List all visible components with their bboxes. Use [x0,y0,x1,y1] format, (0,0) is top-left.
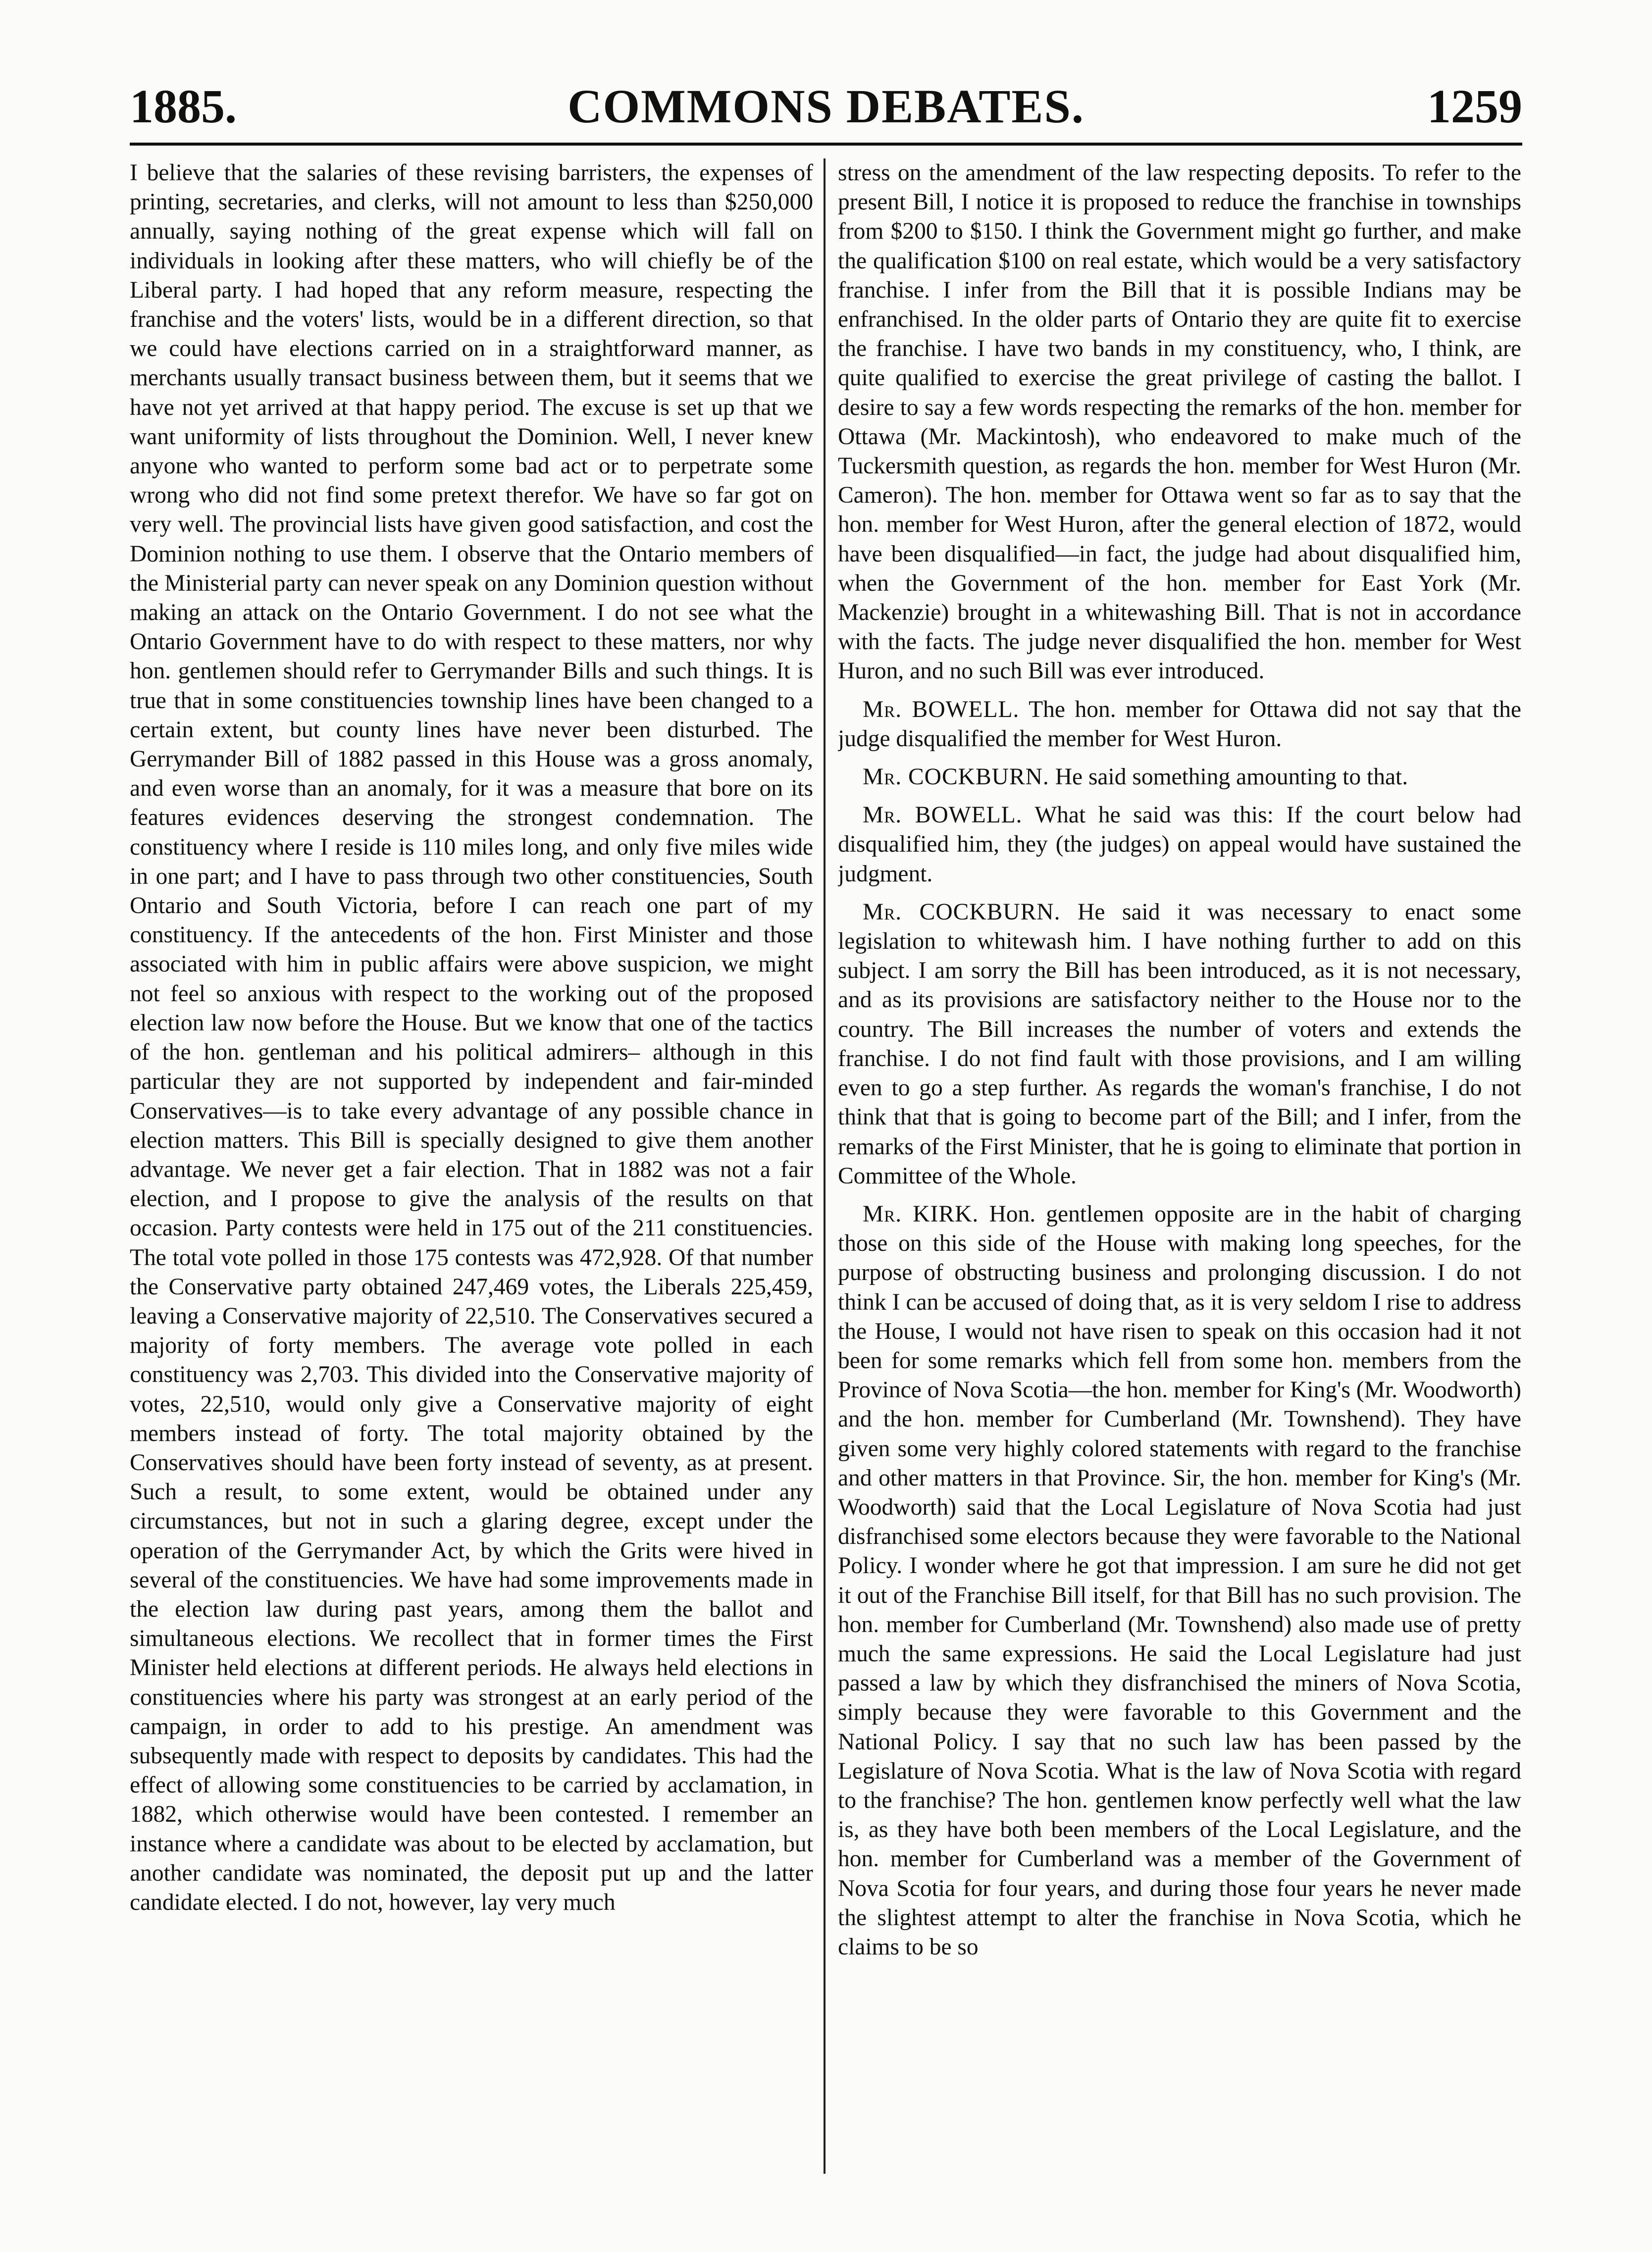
speaker-name: Mr. BOWELL. [863,696,1020,722]
speech-paragraph [838,898,1521,1191]
header-rule [130,143,1522,146]
header-page-number: 1259 [1427,80,1522,133]
speaker-name: Mr. COCKBURN. [863,764,1049,790]
speaker-name: Mr. BOWELL. [863,802,1023,828]
right-column [838,158,1521,2174]
header-title: COMMONS DEBATES. [568,80,1084,133]
right-paragraph-continued [838,158,1521,686]
speech-paragraph [838,801,1521,889]
page-header [130,74,1522,139]
speech-text: He said it was necessary to enact some legislation to whitewash him. I have nothing further to add on this subject. I am sorry the Bill has been introduced, as it is not necessary, and as its provisions are satisfactory neither to the House nor to the country. The Bill increases the number of voters and extends the franchise. I do not find fault with those provisions, and I am willing even to go a step further. As regards the woman's franchise, I do not think that that is going to become part of the Bill; and I infer, from the remarks of the First Minister, that he is going to eliminate that portion in Committee of the Whole. [838,899,1521,1189]
speech-text: The hon. member for Ottawa did not say that the judge disqualified the member for West Huron. [838,696,1521,752]
speaker-name: Mr. COCKBURN. [863,899,1061,925]
speaker-name: Mr. KIRK. [863,1201,979,1227]
speech-text: What he said was this: If the court below had disqualified him, they (the judges) on appeal would have sustained the judgment. [838,802,1521,887]
paragraph-text: stress on the amendment of the law respecting deposits. To refer to the present Bill, I notice it is proposed to reduce the franchise in townships from $200 to $150. I think the Government might go further, and make the qualification $100 on real estate, which would be a very satisfactory franchise. I infer from the Bill that it is possible Indians may be enfranchised. In the older parts of Ontario they are quite fit to exercise the franchise. I have two bands in my constituency, who, I think, are quite qualified to exercise the great privilege of casting the ballot. I desire to say a few words respecting the remarks of the hon. member for Ottawa (Mr. Mackintosh), who endeavored to make much of the Tuckersmith question, as regards the hon. member for West Huron (Mr. Cameron). The hon. member for Ottawa went so far as to say that the hon. member for West Huron, after the general election of 1872, would have been disqualified—in fact, the judge had about disqualified him, when the Government of the hon. member for East York (Mr. Mackenzie) brought in a whitewashing Bill. That is not in accordance with the facts. The judge never disqualified the hon. member for West Huron, and no such Bill was ever introduced. [838,160,1521,684]
left-paragraph: I believe that the salaries of these revising barristers, the expenses of printing, secretaries, and clerks, will not amount to less than $250,000 annually, saying nothing of the great expense which will fall on individuals in looking after these matters, who will chiefly be of the Liberal party. I had hoped that any reform measure, respecting the franchise and the voters' lists, would be in a different direction, so that we could have elections carried on in a straightforward manner, as merchants usually transact business between them, but it seems that we have not yet arrived at that happy period. The excuse is set up that we want uniformity of lists throughout the Dominion. Well, I never knew anyone who wanted to perform some bad act or to perpetrate some wrong who did not find some pretext therefor. We have so far got on very well. The provincial lists have given good satisfaction, and cost the Dominion nothing to use them. I observe that the Ontario members of the Ministerial party can never speak on any Dominion question without making an attack on the Ontario Government. I do not see what the Ontario Government have to do with respect to these matters, nor why hon. gentlemen should refer to Gerrymander Bills and such things. It is true that in some constituencies township lines have been changed to a certain extent, but county lines have never been disturbed. The Gerrymander Bill of 1882 passed in this House was a gross anomaly, and even worse than an anomaly, for it was a measure that bore on its features evidences deserving the strongest condemnation. The constituency where I reside is 110 miles long, and only five miles wide in one part; and I have to pass through two other constituencies, South Ontario and South Victoria, before I can reach one part of my constituency. If the antecedents of the hon. First Minister and those associated with him in public affairs were above suspicion, we might not feel so anxious with respect to the working out of the proposed election law now before the House. But we know that one of the tactics of the hon. gentleman and his political admirers– although in this particular they are not supported by independent and fair-minded Conservatives—is to take every advantage of any possible chance in election matters. This Bill is specially designed to give them another advantage. We never get a fair election. That in 1882 was not a fair election, and I propose to give the analysis of the results on that occasion. Party contests were held in 175 out of the 211 constituencies. The total vote polled in those 175 contests was 472,928. Of that number the Conservative party obtained 247,469 votes, the Liberals 225,459, leaving a Conservative majority of 22,510. The Conservatives secured a majority of forty members. The average vote polled in each constituency was 2,703. This divided into the Conservative majority of votes, 22,510, would only give a Conservative majority of eight members instead of forty. The total majority obtained by the Conservatives should have been forty instead of seventy, as at present. Such a result, to some extent, would be obtained under any circumstances, but not in such a glaring degree, except under the operation of the Gerrymander Act, by which the Grits were hived in several of the constituencies. We have had some improvements made in the election law during past years, among them the ballot and simultaneous elections. We recollect that in former times the First Minister held elections at different periods. He always held elections in constituencies where his party was strongest at an early period of the campaign, in order to add to his prestige. An amendment was subsequently made with respect to deposits by candidates. This had the effect of allowing some constituencies to be carried by acclamation, in 1882, which otherwise would have been contested. I remember an instance where a candidate was about to be elected by acclamation, but another candidate was nominated, the deposit put up and the latter candidate elected. I do not, however, lay very much [130,160,813,1915]
column-divider [824,158,826,2174]
header-year: 1885. [130,80,237,133]
left-column [130,158,813,2174]
speech-text: He said something amounting to that. [1055,764,1408,790]
speech-paragraph [838,1200,1521,1962]
speech-paragraph [838,763,1521,792]
speech-text: Hon. gentlemen opposite are in the habit of charging those on this side of the House with making long speeches, for the purpose of obstructing business and prolonging discussion. I do not think I can be accused of doing that, as it is very seldom I rise to address the House, I would not have risen to speak on this occasion had it not been for some remarks which fell from some hon. members from the Province of Nova Scotia—the hon. member for King's (Mr. Woodworth) and the hon. member for Cumberland (Mr. Townshend). They have given some very highly colored statements with regard to the franchise and other matters in that Province. Sir, the hon. member for King's (Mr. Woodworth) said that the Local Legislature of Nova Scotia had just disfranchised some electors because they were favorable to the National Policy. I wonder where he got that impression. I am sure he did not get it out of the Franchise Bill itself, for that Bill has no such provision. The hon. member for Cumberland (Mr. Townshend) also made use of pretty much the same expressions. He said the Local Legislature had just passed a law by which they disfranchised the miners of Nova Scotia, simply because they were favorable to this Government and the National Policy. I say that no such law has been passed by the Legislature of Nova Scotia. What is the law of Nova Scotia with regard to the franchise? The hon. gentlemen know perfectly well what the law is, as they have both been members of the Local Legislature, and the hon. member for Cumberland was a member of the Government of Nova Scotia for four years, and during those four years he never made the slightest attempt to alter the franchise in Nova Scotia, which he claims to be so [838,1201,1521,1960]
speech-paragraph [838,695,1521,754]
